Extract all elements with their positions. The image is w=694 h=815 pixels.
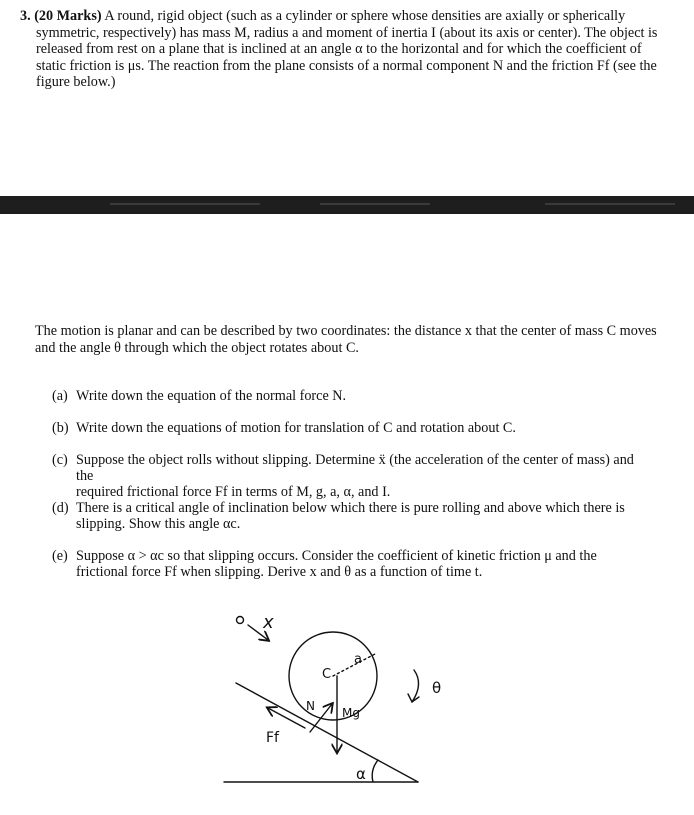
part-label: (b) — [52, 420, 69, 436]
part-text: required frictional force Ff in terms of M, g, a, α, and I. — [76, 484, 391, 500]
part-text: Write down the equations of motion for translation of C and rotation about C. — [76, 420, 516, 436]
problem-number: 3. — [20, 8, 31, 24]
problem-marks: (20 Marks) — [34, 8, 102, 24]
part-label: (d) — [52, 500, 69, 516]
center-label: C — [322, 667, 332, 682]
part-text: There is a critical angle of inclination below which there is pure rolling and above which there is — [76, 500, 625, 516]
part-text: slipping. Show this angle αc. — [76, 516, 241, 532]
part-text: frictional force Ff when slipping. Derive x and θ as a function of time t. — [76, 564, 483, 580]
friction-label: Ff — [266, 730, 279, 746]
motion-line-1: The motion is planar and can be described by two coordinates: the distance x that the center of mass C moves — [35, 323, 657, 339]
alpha-angle-arc — [372, 760, 378, 782]
incline-line — [236, 683, 418, 782]
part-label: (a) — [52, 388, 68, 404]
alpha-label: α — [356, 765, 366, 783]
motion-line-2: and the angle θ through which the object rotates about C. — [35, 339, 359, 356]
radius-label: a — [354, 652, 362, 667]
x-label: x — [263, 612, 274, 633]
intro-line-3: released from rest on a plane that is inclined at an angle α to the horizontal and for which the coefficient of — [36, 41, 642, 57]
theta-arrowhead — [408, 694, 419, 702]
normal-label: N — [306, 699, 315, 713]
part-label: (e) — [52, 548, 68, 564]
part-label: (c) — [52, 452, 68, 468]
part-text: Suppose the object rolls without slipping. Determine ẍ (the acceleration of the center of mass) and the — [76, 452, 634, 484]
part-text: Suppose α > αc so that slipping occurs. Consider the coefficient of kinetic friction μ and the — [76, 548, 597, 564]
intro-line-4: static friction is μs. The reaction from the plane consists of a normal component N and the friction Ff (see the — [36, 57, 657, 74]
intro-line-5: figure below.) — [36, 74, 116, 90]
theta-label: θ — [432, 679, 442, 697]
weight-label: Mg — [342, 706, 360, 720]
intro-line-2: symmetric, respectively) has mass M, radius a and moment of inertia I (about its axis or center). The object is — [36, 24, 658, 41]
x-origin-dot — [237, 617, 244, 624]
part-text: Write down the equation of the normal force N. — [76, 388, 347, 404]
intro-line-1: 3. (20 Marks) A round, rigid object (such as a cylinder or sphere whose densities are axially or spherically — [20, 8, 626, 24]
